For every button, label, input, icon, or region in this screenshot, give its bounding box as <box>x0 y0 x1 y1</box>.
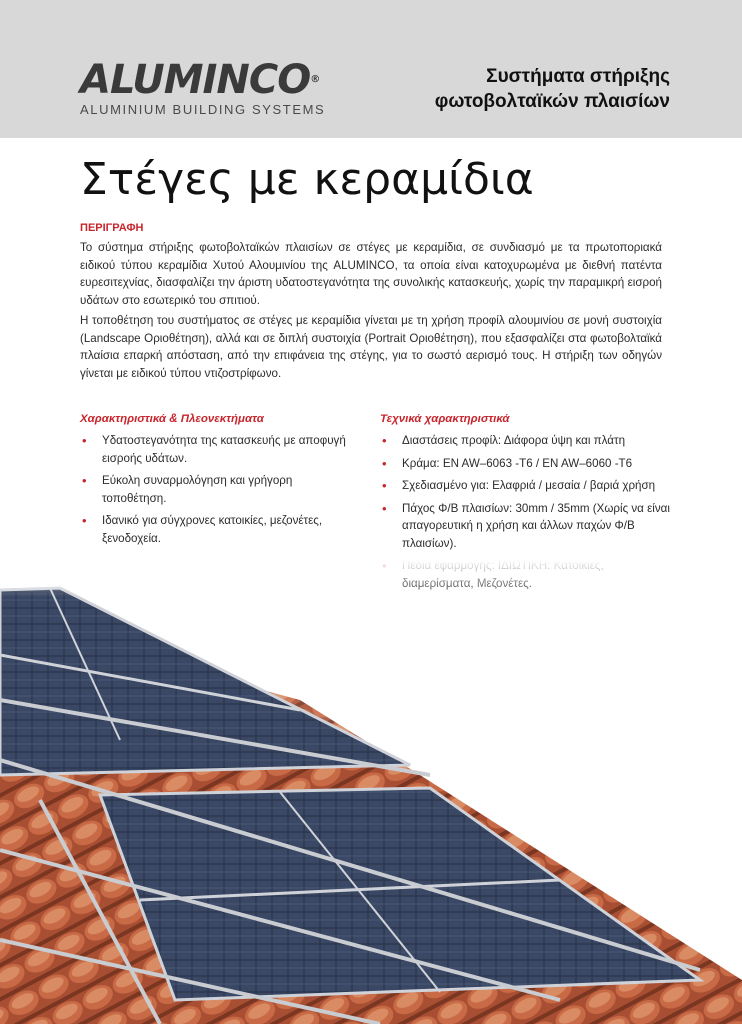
list-item <box>380 500 670 553</box>
list-item-text: Διαστάσεις προφίλ: Διάφορα ύψη και πλάτη <box>402 434 626 447</box>
list-item-text: Ιδανικό για σύγχρονες κατοικίες, μεζονέτες, ξενοδοχεία. <box>102 514 323 545</box>
aluminco-logo <box>80 57 326 117</box>
list-item-text: Κράμα: EN AW–6063 -T6 / EN AW–6060 -T6 <box>402 456 633 470</box>
description-label: ΠΕΡΙΓΡΑΦΗ <box>80 222 144 234</box>
bullet-icon: • <box>82 513 87 528</box>
list-item <box>380 432 670 450</box>
list-item-text: Πάχος Φ/Β πλαισίων: 30mm / 35mm (Χωρίς να είναι απαγορευτική η χρήση και άλλων παχών Φ/Β πλαισίων). <box>402 501 670 550</box>
description-body <box>80 239 662 385</box>
page-title: Στέγες με κεραμίδια <box>80 154 534 205</box>
list-item-text: Υδατοστεγανότητα της κατασκευής με αποφυγή εισροής υδάτων. <box>102 434 346 465</box>
logo-text: ALUMINCO <box>80 57 311 103</box>
list-item <box>80 472 352 507</box>
list-item-text: Σχεδιασμένο για: Ελαφριά / μεσαία / βαριά χρήση <box>402 479 656 492</box>
header-title-line1: Συστήματα στήριξης <box>486 66 670 87</box>
bullet-icon: • <box>382 455 387 471</box>
bullet-icon: • <box>82 473 87 488</box>
description-paragraph: Η τοποθέτηση του συστήματος σε στέγες με κεραμίδια γίνεται με τη χρήση προφίλ αλουμινίου σε μονή συστοιχία (Landscape Οριοθέτηση), αλλά και σε διπλή συστοιχία (Portrait Οριοθέτηση), που εξασφαλίζει στα φωτοβολταϊκά πλαίσια επαρκή απόσταση, από την επιφάνεια της στέγης, για το σωστό αερισμό τους. Η στήριξη των οδηγών γίνεται με ειδικού τύπου ντιζοστρίφωνο. <box>80 314 662 380</box>
features-list <box>80 432 352 547</box>
bullet-icon: • <box>382 478 387 493</box>
solar-roof-photo <box>0 560 742 1024</box>
bullet-icon: • <box>382 500 387 516</box>
list-item-text: Εύκολη συναρμολόγηση και γρήγορη τοποθέτηση. <box>102 474 293 505</box>
list-item <box>380 477 670 495</box>
features-title: Χαρακτηριστικά & Πλεονεκτήματα <box>80 413 264 425</box>
list-item <box>380 455 670 473</box>
list-item <box>80 512 352 547</box>
header-title-line2: φωτοβολταϊκών πλαισίων <box>434 91 670 112</box>
logo-subtitle: ALUMINIUM BUILDING SYSTEMS <box>80 102 326 117</box>
logo-wordmark <box>80 57 325 103</box>
description-paragraph: Το σύστημα στήριξης φωτοβολταϊκών πλαισίων σε στέγες με κεραμίδια, σε συνδιασμό με τα πρωτοποριακά ειδικού τύπου κεραμίδια Χυτού Αλουμινίου της ALUMINCO, τα οποία είναι κατοχυρωμένα με διεθνή πατέντα ευρεσιτεχνίας, διασφαλίζει την άριστη υδατοστεγανότητα της συνολικής κατασκευής, χωρίς την παραμικρή εισροή υδάτων στο εσωτερικό του σπιτιού. <box>80 241 662 307</box>
header-band <box>0 0 742 138</box>
header-title <box>435 64 670 114</box>
technical-title: Τεχνικά χαρακτηριστικά <box>380 413 510 425</box>
features-column <box>80 413 352 552</box>
bullet-icon: • <box>82 433 87 448</box>
logo-registered-mark: ® <box>310 74 320 85</box>
list-item <box>80 432 352 467</box>
bullet-icon: • <box>382 433 387 448</box>
